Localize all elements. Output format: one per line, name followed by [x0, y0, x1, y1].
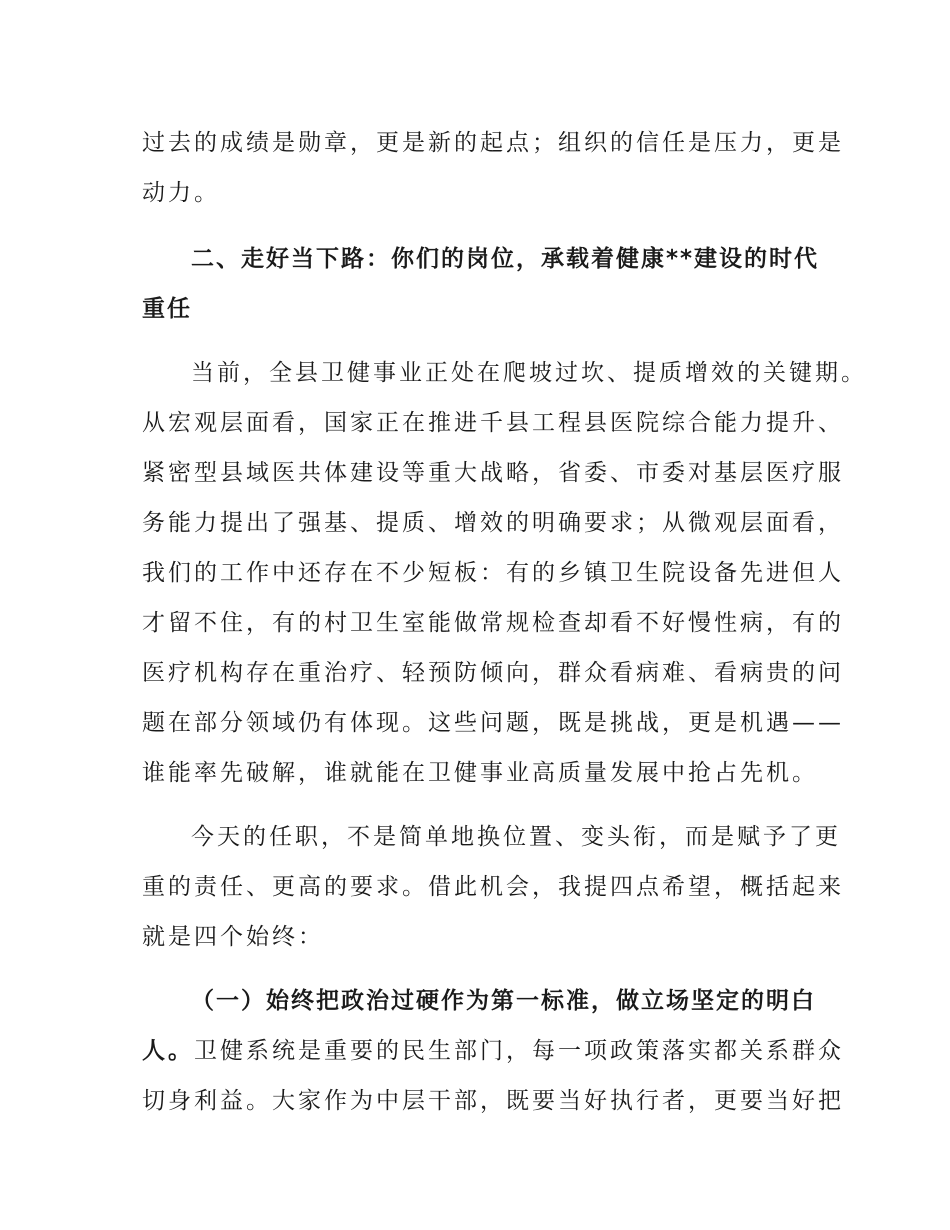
item1-heading-end: 人。 — [142, 1038, 194, 1064]
para2-line5: 我们的工作中还存在不少短板：有的乡镇卫生院设备先进但人 — [142, 560, 844, 586]
para3-line1: 今天的任职，不是简单地换位置、变头衔，而是赋予了更 — [191, 824, 841, 850]
para2-line9: 谁能率先破解，谁就能在卫健事业高质量发展中抢占先机。 — [142, 760, 818, 786]
item1-line2-text: 卫健系统是重要的民生部门，每一项政策落实都关系群众 — [194, 1038, 844, 1064]
item1-line3: 切身利益。大家作为中层干部，既要当好执行者，更要当好把 — [142, 1088, 844, 1114]
para2-line7: 医疗机构存在重治疗、轻预防倾向，群众看病难、看病贵的问 — [142, 660, 844, 686]
para2-line8: 题在部分领域仍有体现。这些问题，既是挑战，更是机遇—— — [142, 710, 844, 736]
section2-heading-line2: 重任 — [142, 296, 192, 322]
para1-line2: 动力。 — [142, 180, 220, 206]
para1-line1: 过去的成绩是勋章，更是新的起点；组织的信任是压力，更是 — [142, 130, 844, 156]
item1-line2 — [142, 1036, 844, 1066]
para3-line2: 重的责任、更高的要求。借此机会，我提四点希望，概括起来 — [142, 874, 844, 900]
para2-line3: 紧密型县域医共体建设等重大战略，省委、市委对基层医疗服 — [142, 460, 844, 486]
para2-line2: 从宏观层面看，国家正在推进千县工程县医院综合能力提升、 — [142, 410, 844, 436]
section2-heading-line1: 二、走好当下路：你们的岗位，承载着健康**建设的时代 — [191, 246, 820, 272]
item1-heading-line1: （一）始终把政治过硬作为第一标准，做立场坚定的明白 — [191, 988, 816, 1014]
para3-line3: 就是四个始终： — [142, 924, 324, 950]
para2-line1: 当前，全县卫健事业正处在爬坡过坎、提质增效的关键期。 — [191, 360, 867, 386]
para2-line6: 才留不住，有的村卫生室能做常规检查却看不好慢性病，有的 — [142, 610, 844, 636]
para2-line4: 务能力提出了强基、提质、增效的明确要求；从微观层面看， — [142, 510, 844, 536]
